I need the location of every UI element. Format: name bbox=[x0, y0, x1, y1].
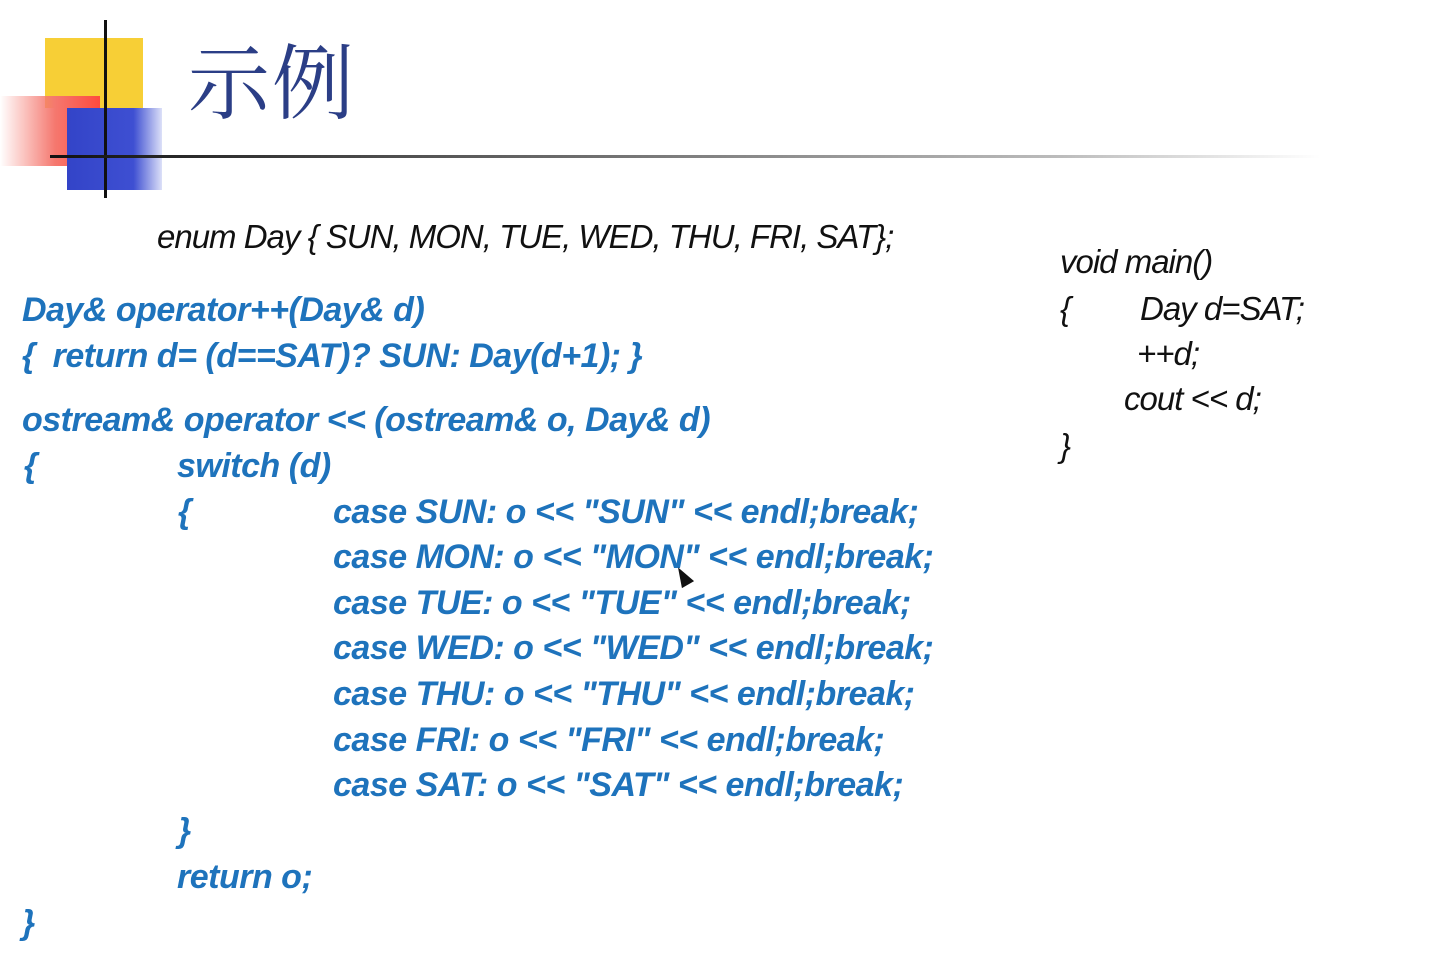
main-open-brace: { bbox=[1060, 290, 1071, 327]
main-close-brace: } bbox=[1060, 427, 1071, 464]
case-line-sun: case SUN: o << "SUN" << endl;break; bbox=[333, 493, 919, 531]
slide-title: 示例 bbox=[188, 37, 357, 132]
increment-operator-signature: Day& operator++(Day& d) bbox=[22, 291, 425, 329]
case-line-mon: case MON: o << "MON" << endl;break; bbox=[333, 538, 934, 576]
title-underline bbox=[50, 155, 1320, 158]
case-line-sat: case SAT: o << "SAT" << endl;break; bbox=[333, 766, 904, 804]
switch-statement: switch (d) bbox=[177, 447, 331, 485]
decor-blue-square bbox=[67, 108, 162, 190]
main-increment: ++d; bbox=[1137, 335, 1200, 372]
main-declaration: Day d=SAT; bbox=[1140, 290, 1304, 327]
case-line-tue: case TUE: o << "TUE" << endl;break; bbox=[333, 584, 911, 622]
decor-vertical-line bbox=[104, 20, 107, 198]
switch-close-brace: } bbox=[178, 812, 191, 850]
output-operator-close-brace: } bbox=[22, 904, 35, 942]
output-operator-signature: ostream& operator << (ostream& o, Day& d) bbox=[22, 401, 711, 439]
case-line-thu: case THU: o << "THU" << endl;break; bbox=[333, 675, 915, 713]
main-output: cout << d; bbox=[1124, 380, 1261, 417]
enum-declaration: enum Day { SUN, MON, TUE, WED, THU, FRI, SAT}; bbox=[157, 218, 894, 255]
main-signature: void main() bbox=[1060, 243, 1213, 280]
increment-operator-body: { return d= (d==SAT)? SUN: Day(d+1); } bbox=[22, 337, 643, 375]
case-line-fri: case FRI: o << "FRI" << endl;break; bbox=[333, 721, 885, 759]
return-statement: return o; bbox=[177, 858, 313, 896]
switch-open-brace: { bbox=[178, 493, 191, 531]
output-operator-open-brace: { bbox=[24, 447, 37, 485]
case-line-wed: case WED: o << "WED" << endl;break; bbox=[333, 629, 934, 667]
